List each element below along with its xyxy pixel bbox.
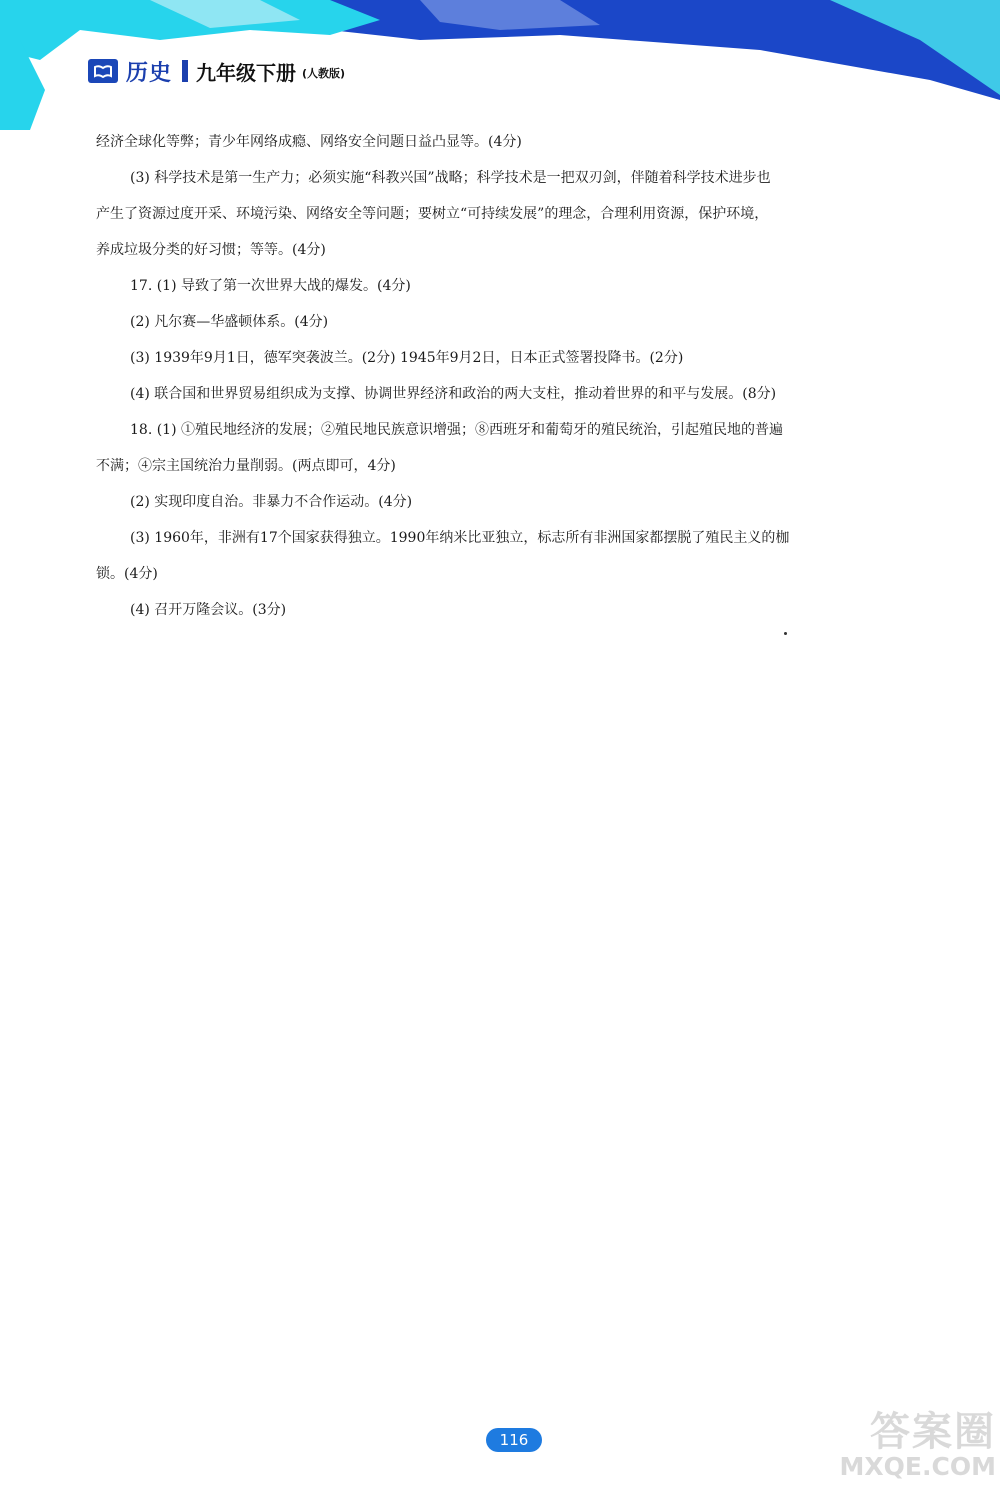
- page-number: 116: [486, 1428, 542, 1452]
- page-header: [88, 54, 345, 88]
- subject-title: 历史: [126, 60, 173, 86]
- answer-line: (4) 联合国和世界贸易组织成为支撑、协调世界经济和政治的两大支柱，推动着世界的和平与发展。(8分): [130, 386, 777, 402]
- grade-title: 九年级下册: [196, 60, 297, 85]
- answer-line: (2) 凡尔赛—华盛顿体系。(4分): [130, 314, 329, 330]
- answer-line: (3) 科学技术是第一生产力；必须实施“科教兴国”战略；科学技术是一把双刃剑，伴随着科学技术进步也: [130, 170, 771, 186]
- answer-line: 养成垃圾分类的好习惯；等等。(4分): [96, 242, 326, 258]
- stray-mark: [784, 632, 787, 635]
- answer-line: (4) 召开万隆会议。(3分): [130, 602, 287, 618]
- answer-content: [96, 124, 920, 628]
- answer-line: 锁。(4分): [96, 566, 158, 582]
- header-divider: [182, 60, 188, 82]
- answer-line: 17. (1) 导致了第一次世界大战的爆发。(4分): [130, 278, 411, 294]
- answer-line: (2) 实现印度自治。非暴力不合作运动。(4分): [130, 494, 413, 510]
- book-logo-icon: [88, 59, 118, 83]
- watermark-logo: 答案圈: [870, 1409, 996, 1455]
- edition-label: (人教版): [302, 67, 346, 80]
- answer-line: 18. (1) ①殖民地经济的发展；②殖民地民族意识增强；⑧西班牙和葡萄牙的殖民统治，引起殖民地的普遍: [130, 422, 783, 438]
- answer-line: 不满；④宗主国统治力量削弱。(两点即可，4分): [96, 458, 396, 474]
- watermark-url: MXQE.COM: [839, 1452, 996, 1481]
- answer-line: 经济全球化等弊；青少年网络成瘾、网络安全问题日益凸显等。(4分): [96, 134, 522, 150]
- answer-line: 产生了资源过度开采、环境污染、网络安全等问题；要树立“可持续发展”的理念，合理利用资源，保护环境，: [96, 206, 769, 222]
- answer-line: (3) 1939年9月1日，德军突袭波兰。(2分) 1945年9月2日，日本正式签署投降书。(2分): [130, 350, 684, 366]
- answer-line: (3) 1960年，非洲有17个国家获得独立。1990年纳米比亚独立，标志所有非洲国家都摆脱了殖民主义的枷: [130, 530, 790, 546]
